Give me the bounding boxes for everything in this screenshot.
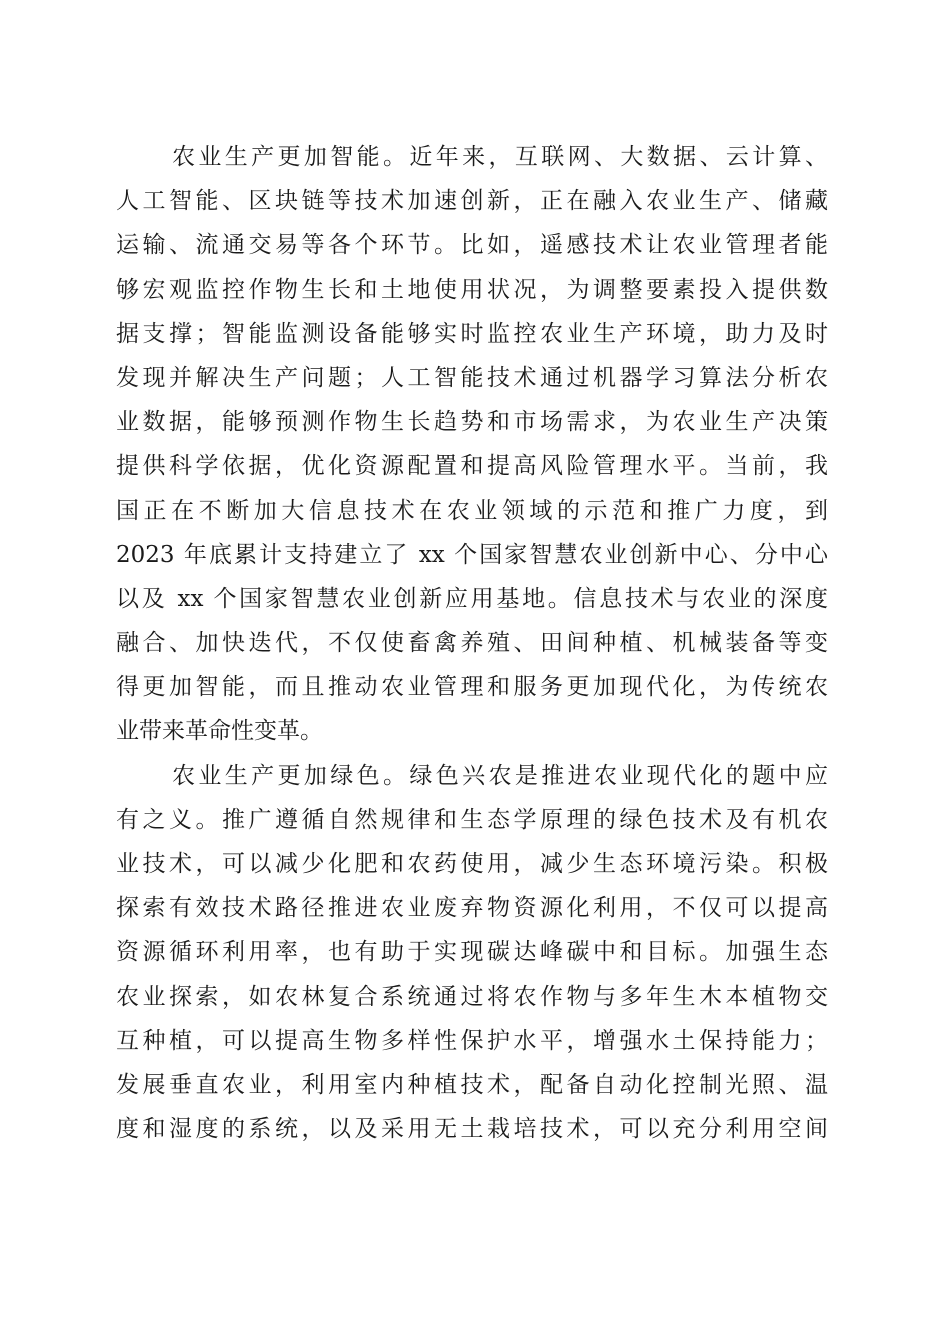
paragraph-line: 农业生产更加绿色。绿色兴农是推进农业现代化的题中应: [172, 762, 828, 789]
paragraph-line: 运输、流通交易等各个环节。比如，遥感技术让农业管理者能: [116, 232, 828, 259]
paragraph-line: 融合、加快迭代，不仅使畜禽养殖、田间种植、机械装备等变: [116, 630, 828, 657]
paragraph-line: 业带来革命性变革。: [116, 718, 323, 745]
paragraph-line: 有之义。推广遵循自然规律和生态学原理的绿色技术及有机农: [116, 806, 828, 833]
paragraph-line: 据支撑；智能监测设备能够实时监控农业生产环境，助力及时: [116, 320, 828, 347]
paragraph-line: 农业生产更加智能。近年来，互联网、大数据、云计算、: [172, 144, 828, 170]
paragraph-line: 够宏观监控作物生长和土地使用状况，为调整要素投入提供数: [116, 276, 828, 303]
paragraph-line: 国正在不断加大信息技术在农业领域的示范和推广力度，到: [116, 497, 828, 524]
paragraph-line: 探索有效技术路径推进农业废弃物资源化利用，不仅可以提高: [116, 895, 828, 922]
paragraph-smart-agriculture: [116, 135, 828, 754]
paragraph-line: 2023 年底累计支持建立了 xx 个国家智慧农业创新中心、分中心: [116, 541, 828, 568]
paragraph-line: 农业探索，如农林复合系统通过将农作物与多年生木本植物交: [116, 983, 828, 1010]
paragraph-line: 提供科学依据，优化资源配置和提高风险管理水平。当前，我: [116, 453, 828, 480]
paragraph-line: 得更加智能，而且推动农业管理和服务更加现代化，为传统农: [116, 674, 828, 701]
paragraph-line: 发现并解决生产问题；人工智能技术通过机器学习算法分析农: [116, 364, 828, 391]
paragraph-line: 互种植，可以提高生物多样性保护水平，增强水土保持能力；: [116, 1027, 828, 1054]
paragraph-line: 业数据，能够预测作物生长趋势和市场需求，为农业生产决策: [116, 409, 828, 436]
paragraph-green-agriculture: [116, 754, 828, 1152]
body-text: [116, 135, 828, 1151]
paragraph-line: 度和湿度的系统，以及采用无土栽培技术，可以充分利用空间: [116, 1116, 828, 1143]
paragraph-line: 业技术，可以减少化肥和农药使用，减少生态环境污染。积极: [116, 851, 828, 877]
paragraph-line: 发展垂直农业，利用室内种植技术，配备自动化控制光照、温: [116, 1071, 828, 1098]
paragraph-line: 资源循环利用率，也有助于实现碳达峰碳中和目标。加强生态: [116, 939, 828, 966]
paragraph-line: 人工智能、区块链等技术加速创新，正在融入农业生产、储藏: [116, 188, 828, 215]
paragraph-line: 以及 xx 个国家智慧农业创新应用基地。信息技术与农业的深度: [116, 585, 828, 612]
